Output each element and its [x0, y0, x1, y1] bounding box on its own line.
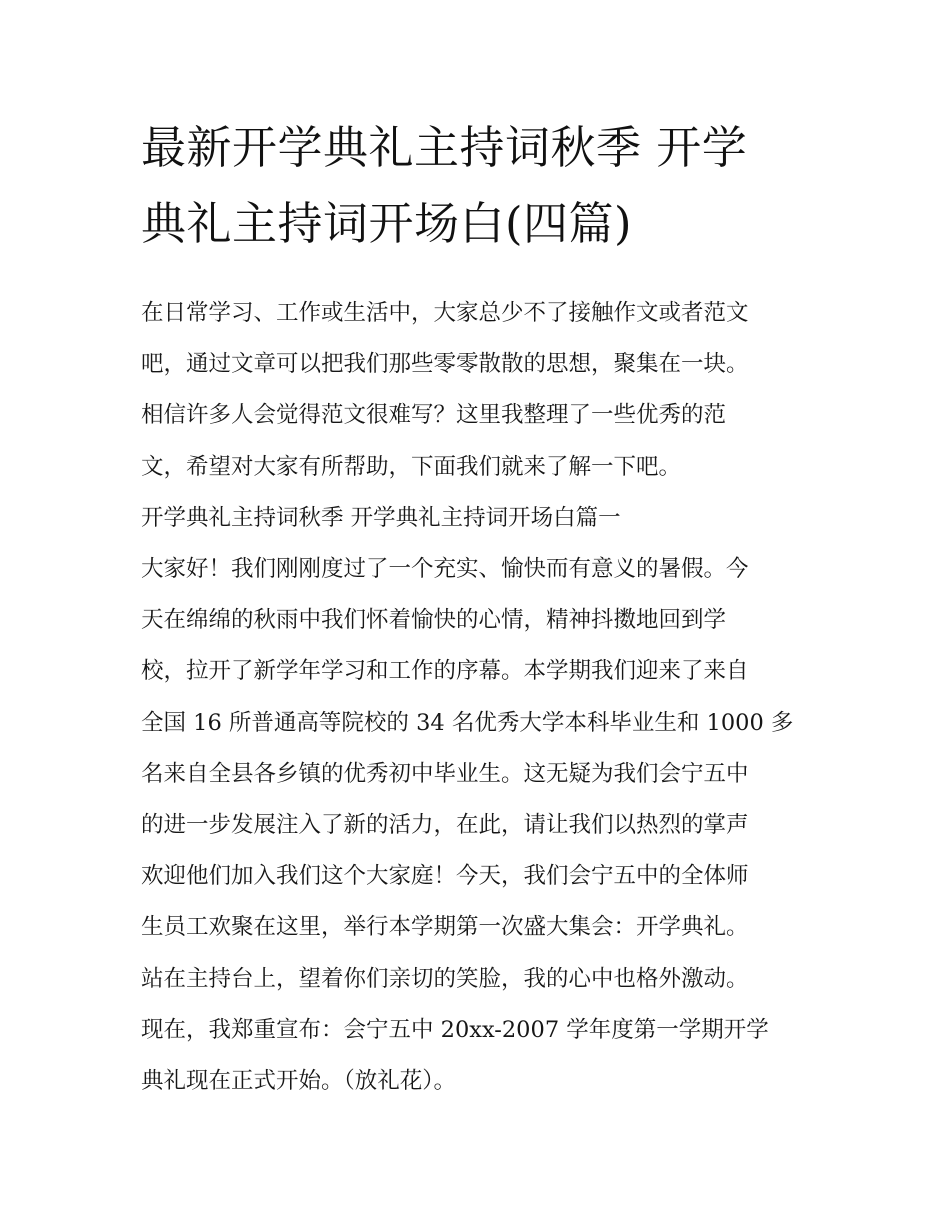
speech-line-2: 天在绵绵的秋雨中我们怀着愉快的心情，精神抖擞地回到学 — [141, 607, 727, 634]
speech-line-8: 生员工欢聚在这里，举行本学期第一次盛大集会：开学典礼。 — [141, 914, 749, 941]
speech-line-3: 校，拉开了新学年学习和工作的序幕。本学期我们迎来了来自 — [141, 658, 749, 685]
document-page — [141, 110, 813, 1107]
speech-line-10: 现在，我郑重宣布：会宁五中 20xx-2007 学年度第一学期开学 — [141, 1016, 769, 1043]
speech-line-5: 名来自全县各乡镇的优秀初中毕业生。这无疑为我们会宁五中 — [141, 760, 749, 787]
title-line-1: 最新开学典礼主持词秋季 开学 — [141, 121, 748, 174]
section-heading: 开学典礼主持词秋季 开学典礼主持词开场白篇一 — [141, 504, 621, 531]
speech-line-4: 全国 16 所普通高等院校的 34 名优秀大学本科毕业生和 1000 多 — [141, 709, 794, 736]
speech-line-11: 典礼现在正式开始。（放礼花）。 — [141, 1068, 457, 1095]
title-line-2: 典礼主持词开场白(四篇) — [141, 197, 633, 250]
intro-line-4: 文，希望对大家有所帮助，下面我们就来了解一下吧。 — [141, 453, 682, 480]
speech-line-1: 大家好！我们刚刚度过了一个充实、愉快而有意义的暑假。今 — [141, 556, 749, 583]
intro-line-2: 吧，通过文章可以把我们那些零零散散的思想，聚集在一块。 — [141, 351, 749, 378]
intro-line-1: 在日常学习、工作或生活中，大家总少不了接触作文或者范文 — [141, 300, 749, 326]
speech-line-9: 站在主持台上，望着你们亲切的笑脸，我的心中也格外激动。 — [141, 965, 749, 992]
speech-line-7: 欢迎他们加入我们这个大家庭！今天，我们会宁五中的全体师 — [141, 863, 749, 890]
document-title — [141, 110, 813, 262]
intro-line-3: 相信许多人会觉得范文很难写？这里我整理了一些优秀的范 — [141, 402, 727, 429]
speech-line-6: 的进一步发展注入了新的活力，在此，请让我们以热烈的掌声 — [141, 812, 749, 839]
document-body — [141, 288, 813, 1107]
